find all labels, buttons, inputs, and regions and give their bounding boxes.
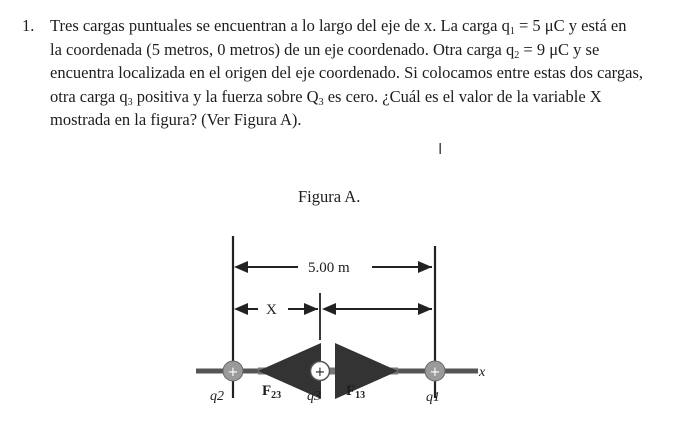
- charge-q1: [425, 361, 445, 381]
- charge-q3: [311, 362, 330, 381]
- x-axis-label: x: [479, 365, 486, 380]
- problem-line-5: mostrada en la figura? (Ver Figura A).: [50, 110, 302, 130]
- x-variable-label: X: [266, 302, 277, 318]
- f13-label: $F_{13}$: [346, 383, 366, 401]
- problem-line-2: la coordenada (5 metros, 0 metros) de un eje coordenado. Otra carga $q_2 = 9$ μC y se: [50, 39, 600, 61]
- q1-label: q1: [426, 390, 440, 405]
- problem-line-3: encuentra localizada en el origen del eje coordenado. Si colocamos entre estas dos cargas,: [50, 63, 643, 83]
- q2-plus-sign: +: [227, 365, 239, 380]
- q3-label: q3: [307, 389, 321, 404]
- q1-plus-sign: +: [429, 365, 441, 380]
- q2-label: q2: [210, 389, 224, 404]
- figure-caption: Figura A.: [298, 187, 361, 206]
- text-cursor-icon: I: [438, 140, 443, 158]
- problem-number: 1.: [22, 16, 35, 35]
- distance-label: 5.00 m: [308, 260, 350, 276]
- q3-plus-sign: +: [314, 365, 326, 380]
- problem-line-1: 1. Tres cargas puntuales se encuentran a lo largo del eje de x. La carga $q_1 = 5$ μC y está en: [22, 16, 627, 37]
- charge-q2: [223, 361, 243, 381]
- problem-line-4: otra carga $q_3$ positiva y la fuerza sobre $Q_3$ es cero. ¿Cuál es el valor de la variable X: [50, 86, 602, 108]
- f23-label: $F_{23}$: [262, 383, 282, 401]
